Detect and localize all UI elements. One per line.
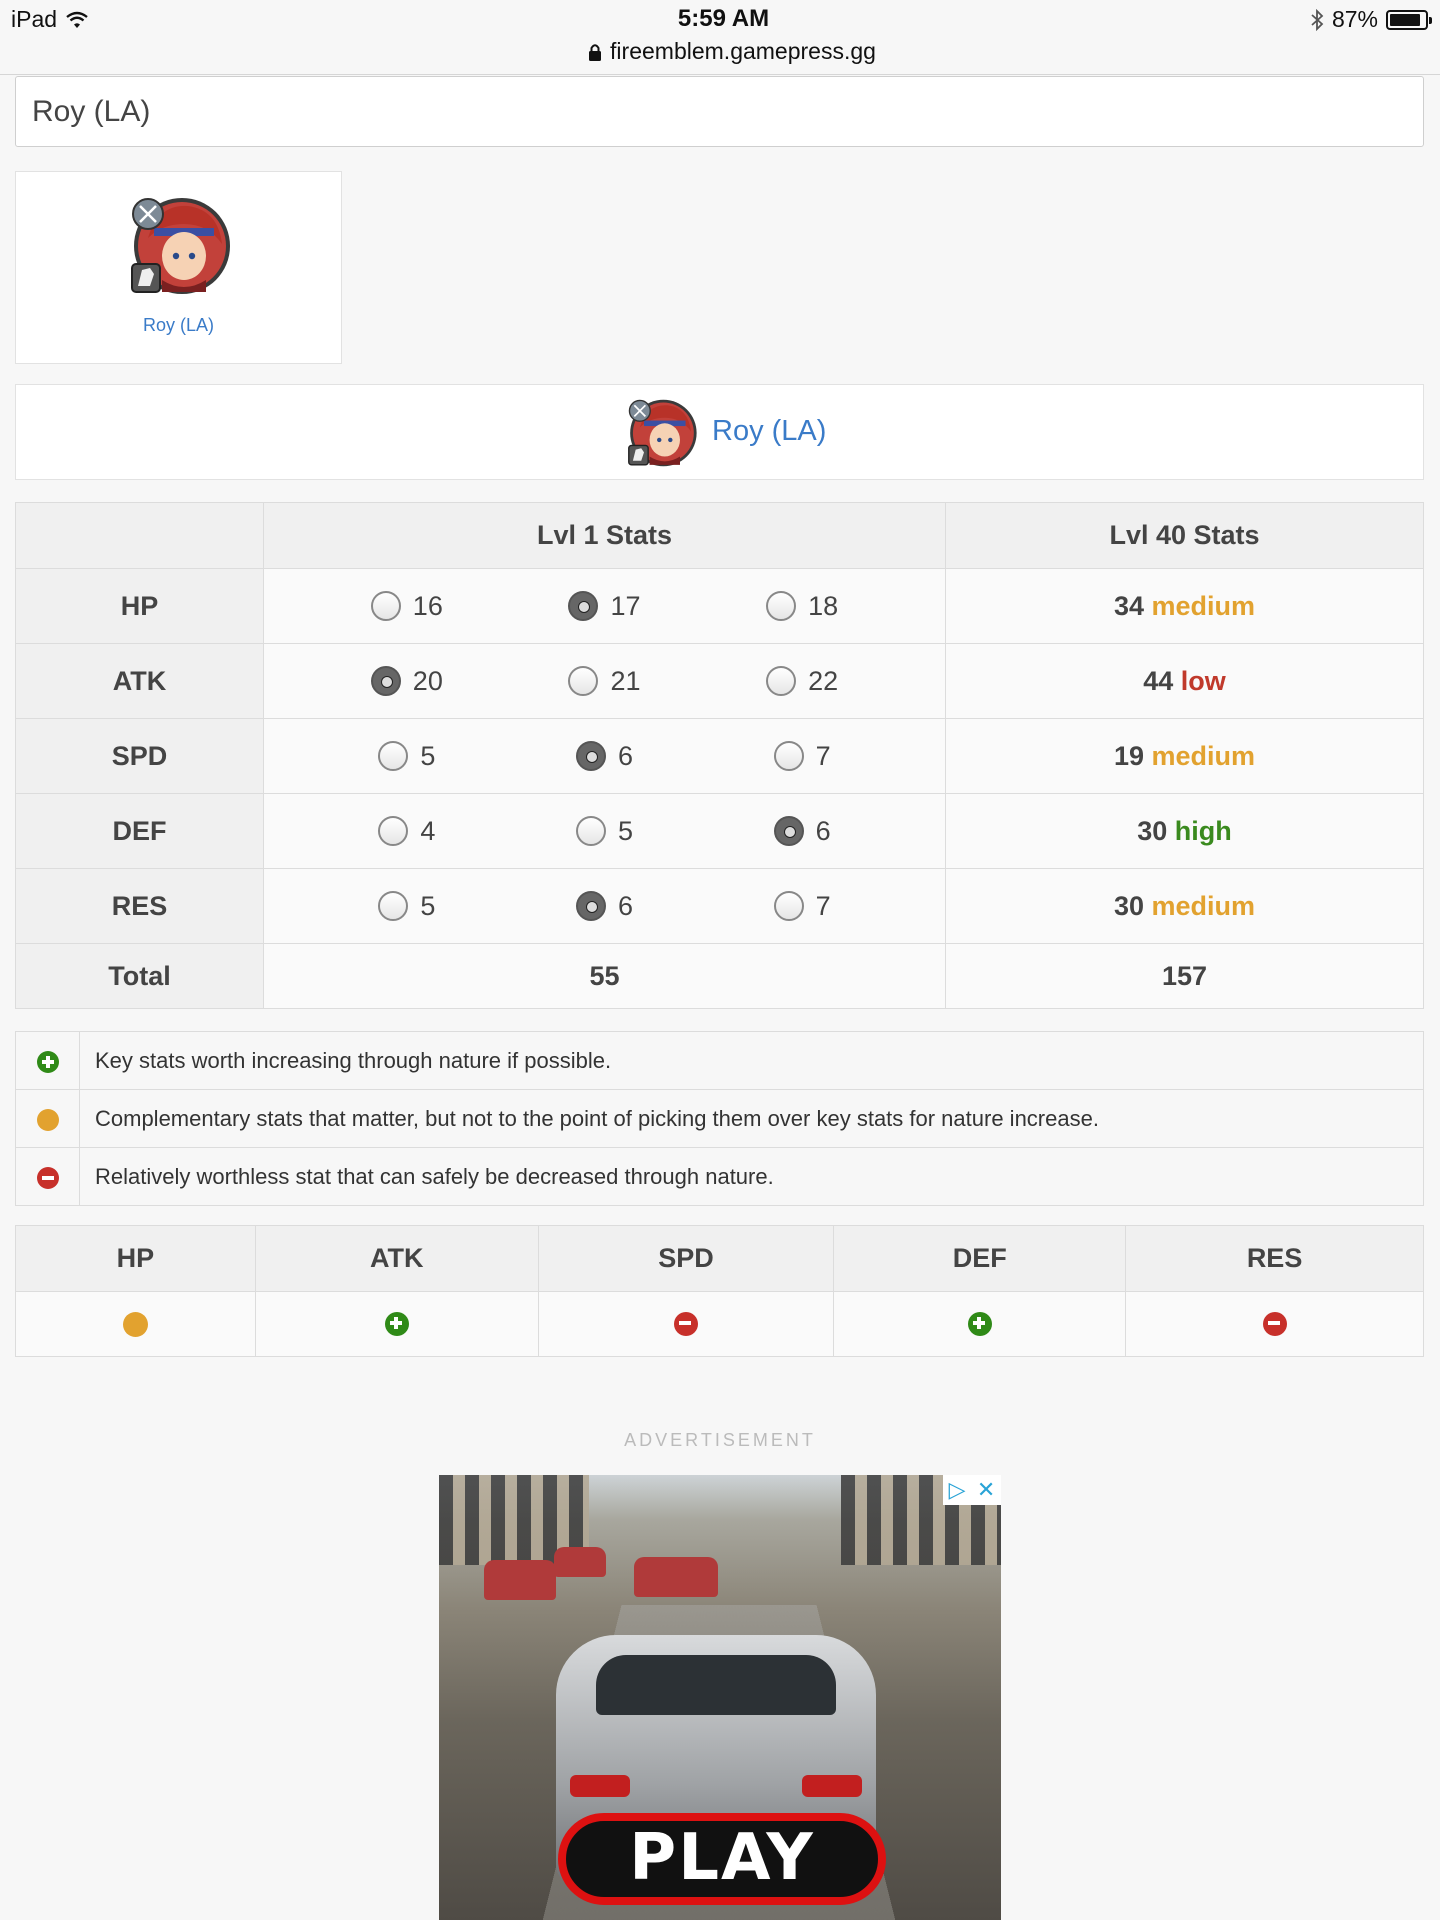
iv-radio[interactable] <box>766 666 796 696</box>
iv-value: 22 <box>808 665 839 696</box>
iv-radio[interactable] <box>378 741 408 771</box>
iv-value: 17 <box>610 590 641 621</box>
stat-label: ATK <box>16 644 264 719</box>
lvl1-options <box>264 569 946 644</box>
importance-header-res: RES <box>1126 1226 1424 1292</box>
plus-circle-icon <box>385 1312 409 1336</box>
total-label: Total <box>16 944 264 1009</box>
battery-icon <box>1386 10 1428 30</box>
legend-row <box>16 1090 1424 1148</box>
iv-radio[interactable] <box>576 891 606 921</box>
battery-percent: 87% <box>1331 6 1378 32</box>
iv-value: 5 <box>617 815 633 846</box>
lvl40-stat <box>946 569 1424 644</box>
iv-radio[interactable] <box>576 816 606 846</box>
legend-text: Key stats worth increasing through nature if possible. <box>80 1032 1424 1090</box>
iv-value: 6 <box>815 815 831 846</box>
iv-radio[interactable] <box>774 816 804 846</box>
iv-option[interactable] <box>534 816 674 847</box>
importance-cell-atk <box>255 1292 538 1357</box>
iv-radio[interactable] <box>371 591 401 621</box>
iv-option[interactable] <box>732 741 872 772</box>
lvl40-value: 34 <box>1113 590 1144 621</box>
minus-circle-icon <box>674 1312 698 1336</box>
lvl40-rating: high <box>1174 815 1232 846</box>
lvl40-stat <box>946 794 1424 869</box>
importance-header-hp: HP <box>16 1226 256 1292</box>
iv-value: 5 <box>420 740 436 771</box>
hero-header <box>15 384 1424 480</box>
stat-label: RES <box>16 869 264 944</box>
iv-value: 18 <box>808 590 839 621</box>
orange-dot-icon <box>37 1109 59 1131</box>
iv-value: 6 <box>617 890 633 921</box>
iv-value: 20 <box>412 665 443 696</box>
iv-option[interactable] <box>337 591 477 622</box>
iv-option[interactable] <box>732 891 872 922</box>
iv-value: 5 <box>420 890 436 921</box>
stats-header-row <box>16 503 1424 569</box>
ad-car-small <box>484 1560 556 1600</box>
iv-option[interactable] <box>337 891 477 922</box>
iv-radio[interactable] <box>774 891 804 921</box>
iv-option[interactable] <box>732 591 872 622</box>
importance-value-row <box>16 1292 1424 1357</box>
bluetooth-icon <box>1310 9 1324 31</box>
lvl40-stat <box>946 644 1424 719</box>
stat-row-spd <box>16 719 1424 794</box>
importance-header-spd: SPD <box>538 1226 834 1292</box>
iv-radio[interactable] <box>568 666 598 696</box>
iv-radio[interactable] <box>378 891 408 921</box>
stat-label: HP <box>16 569 264 644</box>
hero-header-name[interactable]: Roy (LA) <box>712 415 827 447</box>
ad-label: ADVERTISEMENT <box>624 1430 816 1450</box>
lvl40-stat <box>946 719 1424 794</box>
importance-cell-hp <box>16 1292 256 1357</box>
lvl40-rating: medium <box>1151 590 1256 621</box>
importance-header-atk: ATK <box>255 1226 538 1292</box>
total-lvl1: 55 <box>264 944 946 1009</box>
total-lvl40: 157 <box>946 944 1424 1009</box>
lock-icon <box>588 43 602 61</box>
iv-option[interactable] <box>337 741 477 772</box>
stat-label: SPD <box>16 719 264 794</box>
iv-value: 7 <box>815 890 831 921</box>
plus-circle-icon <box>37 1051 59 1073</box>
iv-option[interactable] <box>534 741 674 772</box>
ad-car-small <box>634 1557 718 1597</box>
legend-text: Relatively worthless stat that can safely be decreased through nature. <box>80 1148 1424 1206</box>
legend-text: Complementary stats that matter, but not to the point of picking them over key stats for nature increase. <box>80 1090 1424 1148</box>
stat-row-def <box>16 794 1424 869</box>
device-label: iPad <box>11 6 58 32</box>
stat-row-res <box>16 869 1424 944</box>
iv-radio[interactable] <box>371 666 401 696</box>
iv-option[interactable] <box>534 891 674 922</box>
iv-value: 4 <box>420 815 436 846</box>
lvl40-rating: medium <box>1151 890 1256 921</box>
hero-card-name[interactable]: Roy (LA) <box>142 315 214 335</box>
legend-row <box>16 1032 1424 1090</box>
importance-cell-res <box>1126 1292 1424 1357</box>
lvl40-rating: medium <box>1151 740 1256 771</box>
iv-radio[interactable] <box>576 741 606 771</box>
iv-value: 6 <box>617 740 633 771</box>
hero-header-portrait-icon <box>626 397 698 469</box>
iv-option[interactable] <box>534 666 674 697</box>
stat-label: DEF <box>16 794 264 869</box>
iv-value: 21 <box>610 665 641 696</box>
orange-dot-icon <box>123 1312 148 1337</box>
stat-importance-table <box>15 1225 1424 1357</box>
iv-option[interactable] <box>732 816 872 847</box>
importance-cell-def <box>834 1292 1126 1357</box>
stats-total-row <box>16 944 1424 1009</box>
stat-row-atk <box>16 644 1424 719</box>
url-text: fireemblem.gamepress.gg <box>610 38 876 64</box>
iv-option[interactable] <box>534 591 674 622</box>
stat-row-hp <box>16 569 1424 644</box>
plus-circle-icon <box>968 1312 992 1336</box>
iv-radio[interactable] <box>774 741 804 771</box>
importance-header-def: DEF <box>834 1226 1126 1292</box>
iv-radio[interactable] <box>568 591 598 621</box>
lvl1-options <box>264 644 946 719</box>
iv-value: 7 <box>815 740 831 771</box>
lvl1-options <box>264 719 946 794</box>
lvl40-value: 19 <box>1113 740 1144 771</box>
hero-portrait-icon[interactable] <box>128 194 232 298</box>
lvl40-value: 30 <box>1137 815 1168 846</box>
lvl1-options <box>264 794 946 869</box>
clock: 5:59 AM <box>677 5 770 32</box>
importance-cell-spd <box>538 1292 834 1357</box>
legend-row <box>16 1148 1424 1206</box>
stats-header-lvl1: Lvl 1 Stats <box>264 503 946 569</box>
importance-header-row <box>16 1226 1424 1292</box>
lvl40-value: 44 <box>1143 665 1174 696</box>
minus-circle-icon <box>37 1167 59 1189</box>
ad-play-button[interactable]: PLAY <box>558 1813 886 1905</box>
iv-option[interactable] <box>337 816 477 847</box>
stats-header-lvl40: Lvl 40 Stats <box>946 503 1424 569</box>
lvl40-value: 30 <box>1113 890 1144 921</box>
ad-car-small <box>554 1547 606 1577</box>
minus-circle-icon <box>1263 1312 1287 1336</box>
iv-option[interactable] <box>337 666 477 697</box>
legend-table <box>15 1031 1424 1206</box>
ad-choices[interactable] <box>943 1475 1001 1505</box>
adchoices-icon[interactable]: ▷ <box>948 1477 966 1502</box>
lvl40-rating: low <box>1180 665 1226 696</box>
advertisement[interactable] <box>439 1475 1001 1920</box>
iv-radio[interactable] <box>378 816 408 846</box>
iv-radio[interactable] <box>766 591 796 621</box>
iv-value: 16 <box>412 590 443 621</box>
ad-close-icon[interactable]: ✕ <box>976 1477 996 1502</box>
address-bar[interactable] <box>0 38 1440 65</box>
status-bar <box>0 0 1440 75</box>
hero-card[interactable] <box>15 171 342 364</box>
stats-table <box>15 502 1424 1009</box>
lvl1-options <box>264 869 946 944</box>
lvl40-stat <box>946 869 1424 944</box>
iv-option[interactable] <box>732 666 872 697</box>
hero-search-input[interactable] <box>15 76 1424 147</box>
stats-header-blank <box>16 503 264 569</box>
